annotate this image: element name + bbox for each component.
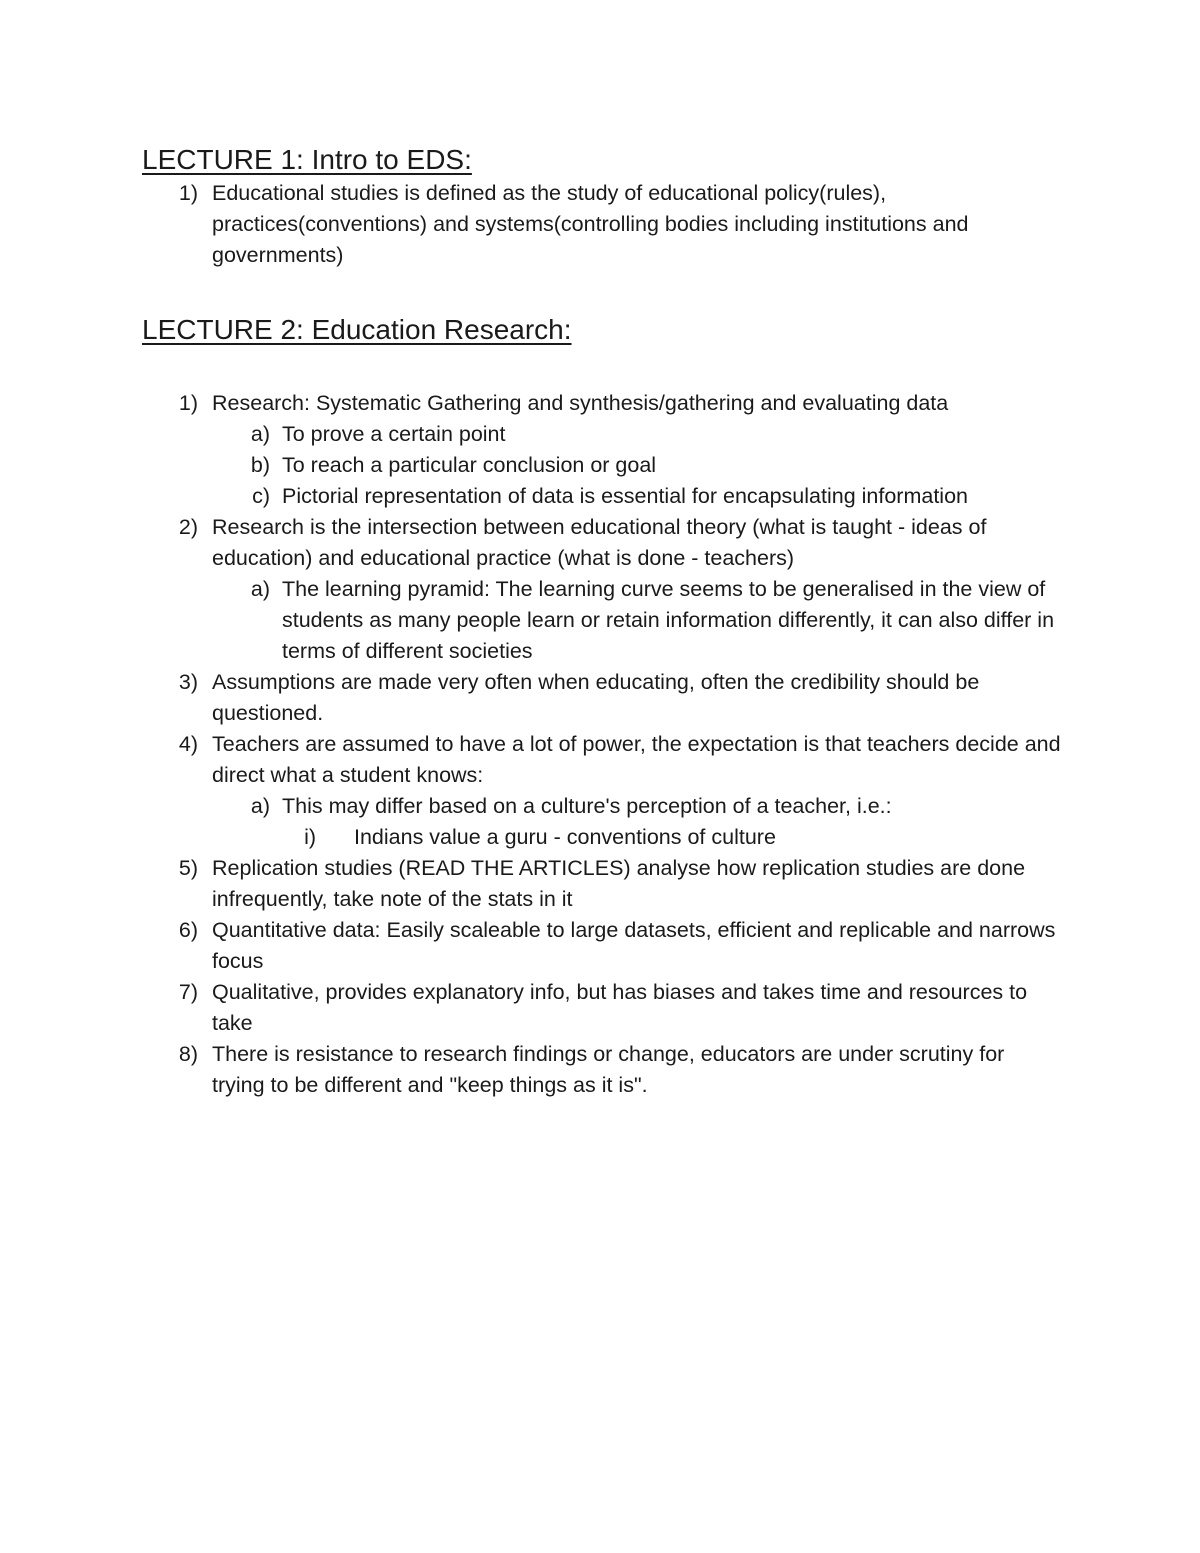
list-item	[0, 915, 1064, 977]
lecture-2-list	[0, 388, 1064, 1101]
lecture-2-heading: LECTURE 2: Education Research:	[142, 314, 572, 345]
list-marker: 4)	[178, 732, 198, 756]
list-item-text: There is resistance to research findings or change, educators are under scrutiny for trying to be different and "keep things as it is".	[212, 1042, 1005, 1097]
list-item-text: Indians value a guru - conventions of culture	[354, 825, 776, 849]
list-item-text: Replication studies (READ THE ARTICLES) analyse how replication studies are done infrequently, take note of the stats in it	[212, 856, 1026, 911]
list-marker: 3)	[178, 670, 198, 694]
list-marker: 1)	[178, 181, 198, 205]
list-subitem	[0, 574, 1064, 667]
list-item	[0, 667, 1064, 729]
lecture-1-list	[0, 178, 1062, 271]
list-item	[0, 977, 1064, 1039]
list-marker: 7)	[178, 980, 198, 1004]
list-item-text: Research is the intersection between educational theory (what is taught - ideas of education) and educational practice (what is done - teachers)	[212, 515, 987, 570]
list-item	[0, 512, 1064, 574]
list-item	[0, 178, 1062, 271]
list-item-text: The learning pyramid: The learning curve seems to be generalised in the view of students as many people learn or retain information differently, it can also differ in terms of different societies	[282, 577, 1055, 663]
list-marker: i)	[304, 825, 316, 849]
list-item	[0, 729, 1064, 791]
list-item-text: Qualitative, provides explanatory info, but has biases and takes time and resources to take	[212, 980, 1028, 1035]
lecture-1-heading: LECTURE 1: Intro to EDS:	[142, 144, 472, 175]
list-marker: c)	[252, 484, 270, 508]
list-marker: 8)	[178, 1042, 198, 1066]
list-item-text: To prove a certain point	[282, 422, 506, 446]
list-subsubitem	[0, 822, 1064, 853]
list-marker: 2)	[178, 515, 198, 539]
list-subitem	[0, 791, 1064, 822]
list-marker: 5)	[178, 856, 198, 880]
list-item-text: Quantitative data: Easily scaleable to large datasets, efficient and replicable and narrows focus	[212, 918, 1056, 973]
list-item-text: Educational studies is defined as the study of educational policy(rules), practices(conventions) and systems(controlling bodies including institutions and governments)	[212, 181, 969, 267]
list-marker: b)	[250, 453, 270, 477]
list-item-text: Assumptions are made very often when educating, often the credibility should be questioned.	[212, 670, 980, 725]
list-item-text: To reach a particular conclusion or goal	[282, 453, 657, 477]
list-subitem	[0, 450, 1064, 481]
list-marker: 1)	[178, 391, 198, 415]
list-marker: a)	[250, 794, 270, 818]
list-item-text: Research: Systematic Gathering and synthesis/gathering and evaluating data	[212, 391, 949, 415]
list-item	[0, 1039, 1064, 1101]
list-subitem	[0, 419, 1064, 450]
list-marker: a)	[250, 422, 270, 446]
list-subitem	[0, 481, 1064, 512]
list-item-text: Pictorial representation of data is essential for encapsulating information	[282, 484, 968, 508]
list-item-text: This may differ based on a culture's perception of a teacher, i.e.:	[282, 794, 892, 818]
list-marker: a)	[250, 577, 270, 601]
list-item	[0, 388, 1064, 419]
list-item	[0, 853, 1064, 915]
list-marker: 6)	[178, 918, 198, 942]
list-item-text: Teachers are assumed to have a lot of power, the expectation is that teachers decide and direct what a student knows:	[212, 732, 1061, 787]
